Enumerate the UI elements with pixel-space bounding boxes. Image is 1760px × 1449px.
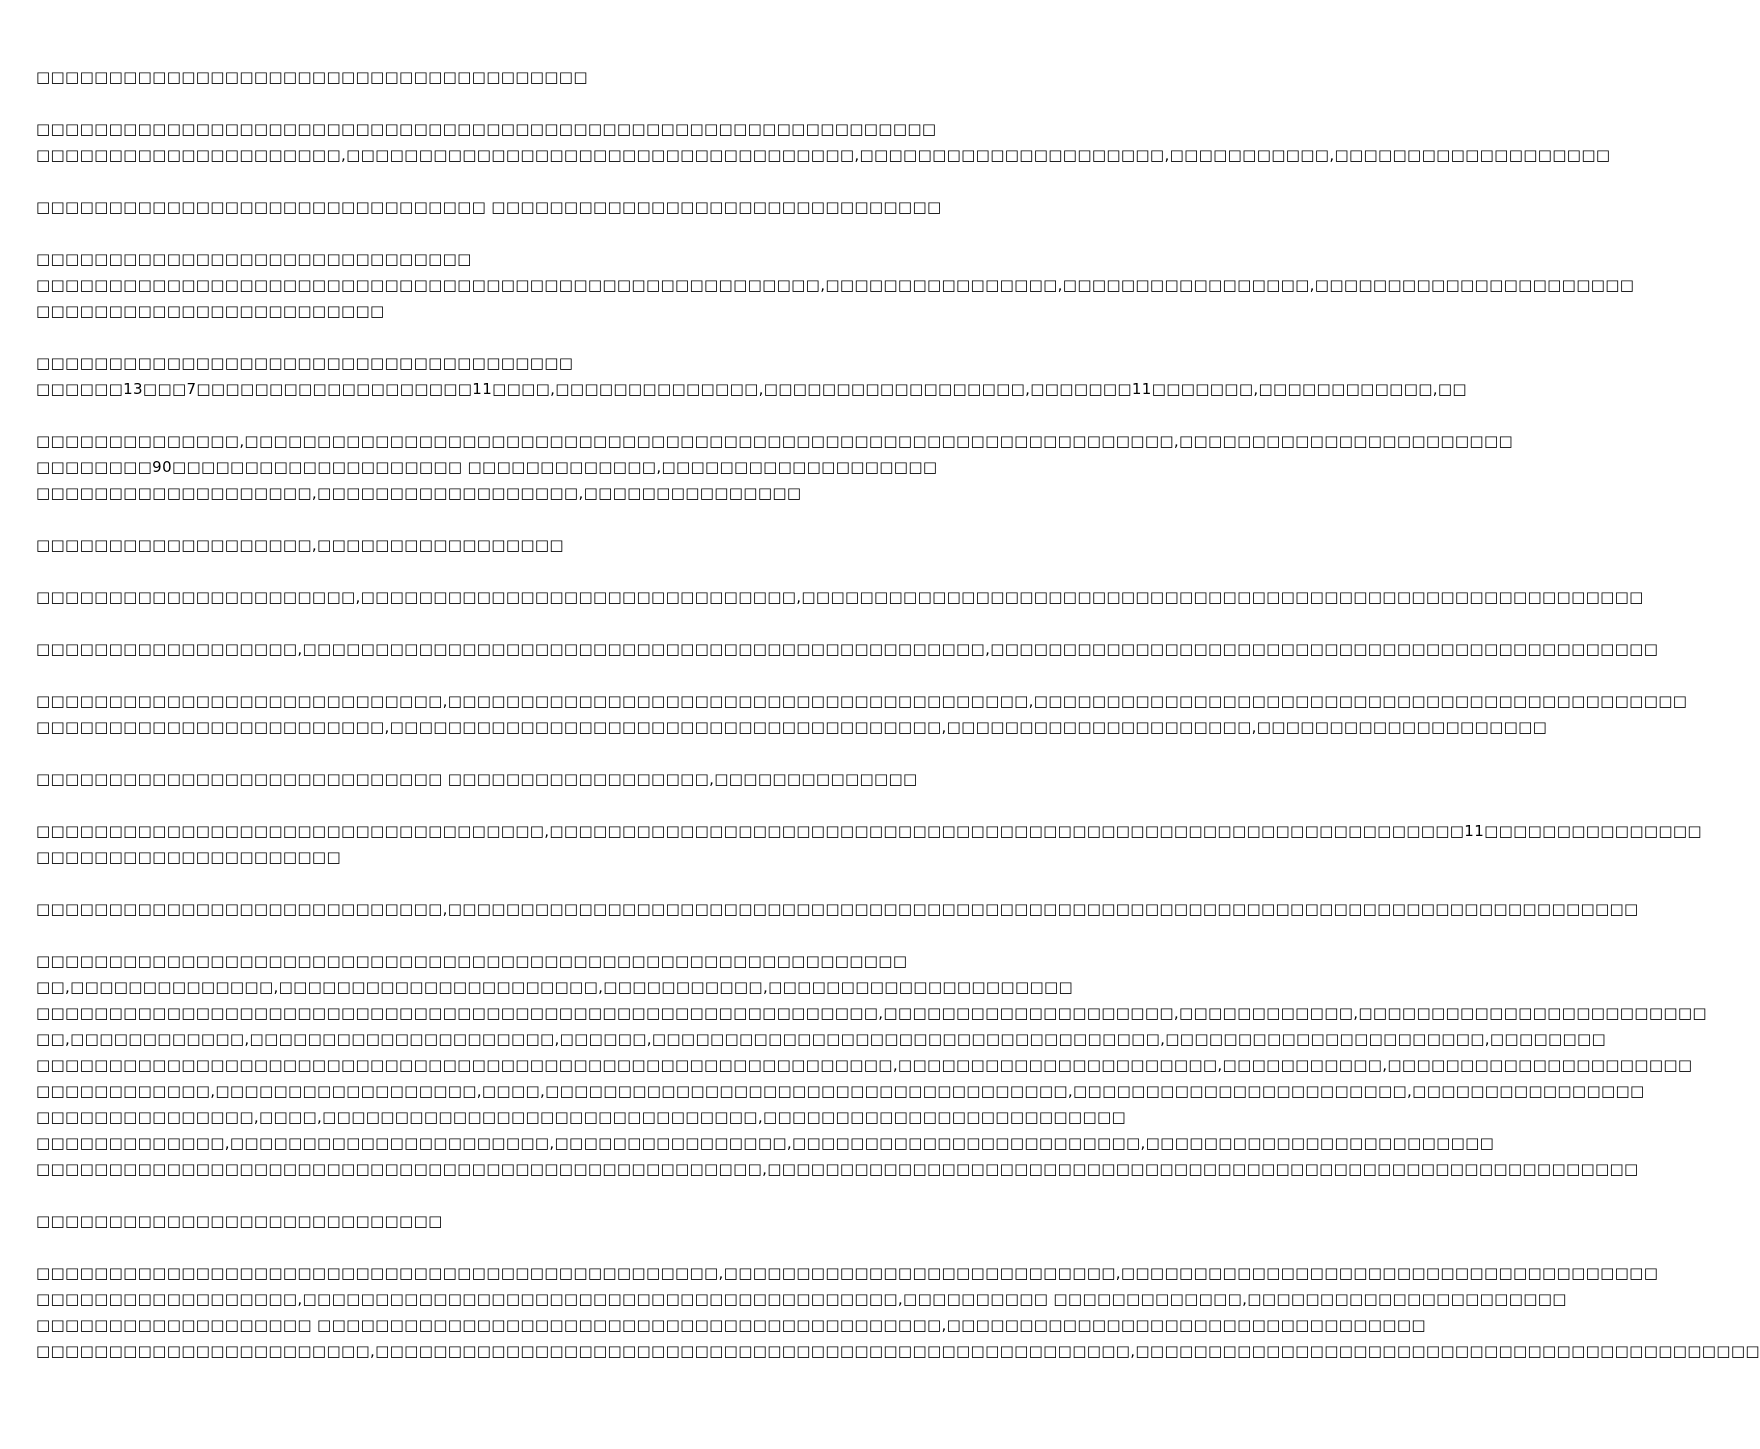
paragraph [36,818,1702,870]
text-line: □□,□□□□□□□□□□□□,□□□□□□□□□□□□□□□□□□□□□,□□□□□□,□□□□□□□□□□□□□□□□□□□□□□□□□□□□□□□□□□□,□□□□□□□□□□□□□□□□□□□□□□,□□□□□□□□ [36,1030,1607,1048]
text-line: □□□□□□□□□□□□□□□□□□□□□□□□□□□□□□□□□□□□□□□□□□□□□□□□□□□□□□□□□□□,□□□□□□□□□□□□□□□□□□□□□□,□□□□□□□□□□□,□□□□□□□□□□□□□□□□□□□□□ [36,1056,1693,1074]
paragraph [36,532,990,558]
text-line: □□□□□□□□□□□□□□□□□□□□□□□□ [36,302,385,320]
paragraph [36,1208,990,1234]
text-line: □□□□□□□□□□□□□□□,□□□□,□□□□□□□□□□□□□□□□□□□□□□□□□□□□□□,□□□□□□□□□□□□□□□□□□□□□□□□□ [36,1108,1127,1126]
paragraph [36,584,1644,610]
text-line: □□□□□□□□□□□□□□□□□□□□□□,□□□□□□□□□□□□□□□□□□□□□□□□□□□□□□,□□□□□□□□□□□□□□□□□□□□□□□□□□□□□□□□□□□□□□□□□□□□□□□□□□□□□□□□□□ [36,588,1644,606]
text-line: □□□□□□□□□□□□□□□□□□□□□□□□□□□□□□□□□□□,□□□□□□□□□□□□□□□□□□□□□□□□□□□□□□□□□□□□□□□□□□□□□□□□□□□□□□□□□□□□□□□11□□□□□□□□□□□□□□□ [36,822,1702,840]
text-line: □□□□□□□□□□□□□□□□□□□,□□□□□□□□□□□□□□□□□□,□□□□□□□□□□□□□□□ [36,484,802,502]
text-line: □□□□□□□□□□□□□□□□□□□,□□□□□□□□□□□□□□□□□ [36,536,564,554]
paragraph [36,766,990,792]
paragraph [36,350,1467,402]
paragraph [36,688,1688,740]
paragraph [36,636,1659,662]
text-line: □□□□□□□□□□□□□□□□□□□□□□□□□□□□□□□ □□□□□□□□□□□□□□□□□□□□□□□□□□□□□□□ [36,198,942,216]
paragraph [36,116,1611,168]
text-line: □□□□□□□□□□□□,□□□□□□□□□□□□□□□□□□,□□□□,□□□□□□□□□□□□□□□□□□□□□□□□□□□□□□□□□□□□,□□□□□□□□□□□□□□□□□□□□□□□,□□□□□□□□□□□□□□□□ [36,1082,1645,1100]
text-line: □□□□□□□□□□□□□,□□□□□□□□□□□□□□□□□□□□□□,□□□□□□□□□□□□□□□□,□□□□□□□□□□□□□□□□□□□□□□□□,□□□□□□□□□□□□□□□□□□□□□□□□ [36,1134,1495,1152]
text-line: □□□□□□□□□□□□□□□□□□□□□□□□□□□□ □□□□□□□□□□□□□□□□□□,□□□□□□□□□□□□□□ [36,770,918,788]
paragraph [36,948,1707,1182]
text-line: □□□□□□□□□□□□□□□□□□□□□ [36,848,341,866]
paragraph [36,246,1635,324]
paragraph [36,64,990,90]
text-line: □□□□□□□□□□□□□□□□□□□ □□□□□□□□□□□□□□□□□□□□□□□□□□□□□□□□□□□□□□□□□□□,□□□□□□□□□□□□□□□□□□□□□□□□□□□□□□□□□ [36,1316,1426,1334]
text-line: □□□□□□□□□□□□□□□□□□□□□□□□□□□□,□□□□□□□□□□□□□□□□□□□□□□□□□□□□□□□□□□□□□□□□,□□□□□□□□□□□□□□□□□□□□□□□□□□□□□□□□□□□□□□□□□□□□□ [36,692,1688,710]
text-line: □□□□□□□□□□□□□□□□□□□□□□□□□□□□,□□□□□□□□□□□□□□□□□□□□□□□□□□□□□□□□□□□□□□□□□□□□□□□□□□□□□□□□□□□□□□□□□□□□□□□□□□□□□□□□□□ [36,900,1639,918]
text-line: □□□□□□□□□□□□□□□□□□□□□□□□□□□□□□□□□□□□□□□□□□□□□□□□□□□□□□□□□□□□ [36,952,908,970]
text-line: □□□□□□□□□□□□□□□□□□,□□□□□□□□□□□□□□□□□□□□□□□□□□□□□□□□□□□□□□□□□□□□□□□,□□□□□□□□□□□□□□□□□□□□□□□□□□□□□□□□□□□□□□□□□□□□□□ [36,640,1659,658]
text-line: □□□□□□□□□□□□□□□□□□□□□□□□□□□□□□□□□□□□□□ [36,68,588,86]
text-line: □□□□□□□□□□□□□□□□□□□□□□□□□□□□□□ [36,250,472,268]
paragraph [36,428,1513,506]
text-line: □□□□□□□□□□□□□□□□□□,□□□□□□□□□□□□□□□□□□□□□□□□□□□□□□□□□□□□□□□□□,□□□□□□□□□□ □□□□□□□□□□□□□,□□□□□□□□□□□□□□□□□□□□□□ [36,1290,1567,1308]
text-line: □□□□□□□□□□□□□□□□□□□□□□□□□□□□□□□□□□□□□ [36,354,574,372]
text-line: □□,□□□□□□□□□□□□□□,□□□□□□□□□□□□□□□□□□□□□□,□□□□□□□□□□□,□□□□□□□□□□□□□□□□□□□□□ [36,978,1074,996]
paragraph [36,896,1639,922]
paragraph [36,1260,1760,1364]
text-line: □□□□□□□□□□□□□□□□□□□□□□□□□□□□□□□□□□□□□□□□□□□□□□□□□□,□□□□□□□□□□□□□□□□□□□□□□□□□□□□□□□□□□□□□□□□□□□□□□□□□□□□□□□□□□□□ [36,1160,1639,1178]
text-line: □□□□□□13□□□7□□□□□□□□□□□□□□□□□□□11□□□□,□□□□□□□□□□□□□□,□□□□□□□□□□□□□□□□□□,□□□□□□□11□□□□□□□,□□□□□□□□□□□□,□□ [36,380,1467,398]
text-line: □□□□□□□□□□□□□□□□□□□□□□□,□□□□□□□□□□□□□□□□□□□□□□□□□□□□□□□□□□□□□□□□□□□□□□□□□□□□,□□□□□□□□□□□□□□□□□□□□□□□□□□□□□□□□□□□□□□□□□□□ [36,1342,1760,1360]
text-line: □□□□□□□□□□□□□□□□□□□□□□□□□□□□□□□□□□□□□□□□□□□□□□□□□□□□□□,□□□□□□□□□□□□□□□□,□□□□□□□□□□□□□□□□□,□□□□□□□□□□□□□□□□□□□□□□ [36,276,1635,294]
paragraph [36,194,990,220]
text-line: □□□□□□□□□□□□□□□□□□□□□□□□,□□□□□□□□□□□□□□□□□□□□□□□□□□□□□□□□□□□□□□,□□□□□□□□□□□□□□□□□□□□□,□□□□□□□□□□□□□□□□□□□□ [36,718,1548,736]
text-line: □□□□□□□□□□□□□□□□□□□□□□□□□□□□□□□□□□□□□□□□□□□□□□□□□□□□□□□□□□□□□□ [36,120,937,138]
document-body [36,64,1760,1390]
text-line: □□□□□□□□□□□□□□,□□□□□□□□□□□□□□□□□□□□□□□□□□□□□□□□□□□□□□□□□□□□□□□□□□□□□□□□□□□□□□□□,□□□□□□□□□□□□□□□□□□□□□□□ [36,432,1513,450]
text-line: □□□□□□□□□□□□□□□□□□□□□,□□□□□□□□□□□□□□□□□□□□□□□□□□□□□□□□□□□,□□□□□□□□□□□□□□□□□□□□□,□□□□□□□□□□□,□□□□□□□□□□□□□□□□□□□ [36,146,1611,164]
text-line: □□□□□□□□□□□□□□□□□□□□□□□□□□□□□□□□□□□□□□□□□□□□□□□□□□□□□□□□□□,□□□□□□□□□□□□□□□□□□□□,□□□□□□□□□□□□,□□□□□□□□□□□□□□□□□□□□□□□□ [36,1004,1707,1022]
text-line: □□□□□□□□90□□□□□□□□□□□□□□□□□□□□ □□□□□□□□□□□□□,□□□□□□□□□□□□□□□□□□□ [36,458,938,476]
text-line: □□□□□□□□□□□□□□□□□□□□□□□□□□□□ [36,1212,443,1230]
text-line: □□□□□□□□□□□□□□□□□□□□□□□□□□□□□□□□□□□□□□□□□□□□□□□,□□□□□□□□□□□□□□□□□□□□□□□□□□□,□□□□□□□□□□□□□□□□□□□□□□□□□□□□□□□□□□□□□ [36,1264,1659,1282]
